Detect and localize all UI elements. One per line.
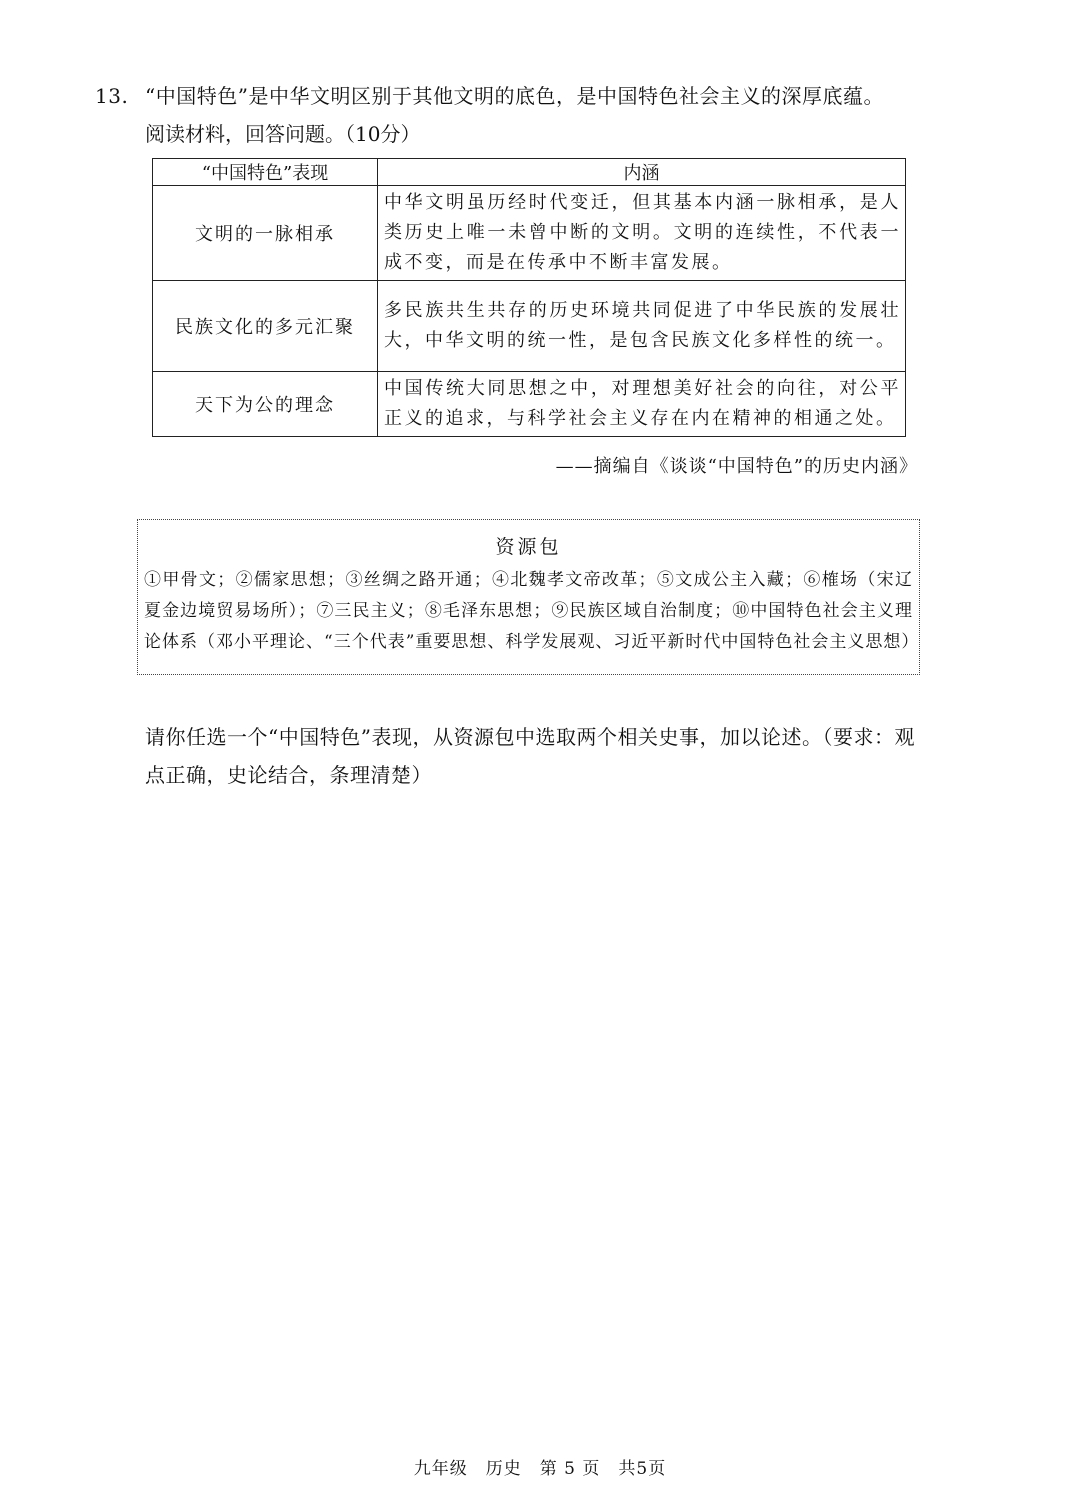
table-header-feature: “中国特色”表现 (153, 159, 378, 186)
question-line-1 (95, 80, 884, 109)
question-line-2: 阅读材料，回答问题。（10分） (145, 122, 421, 146)
page-footer: 九年级 历史 第 5 页 共5页 (413, 1459, 667, 1479)
table-row (153, 281, 906, 372)
row-label: 民族文化的多元汇聚 (153, 281, 378, 372)
question-number: 13. (95, 84, 129, 108)
resource-package-box (137, 519, 920, 675)
table-row (153, 186, 906, 281)
table-header-row (153, 159, 906, 186)
row-content: 中华文明虽历经时代变迁，但其基本内涵一脉相承，是人类历史上唯一未曾中断的文明。文明的连续性，不代表一成不变，而是在传承中不断丰富发展。 (378, 186, 906, 281)
question-stem: “中国特色”是中华文明区别于其他文明的底色，是中国特色社会主义的深厚底蕴。 (145, 84, 884, 108)
resource-package-title: 资源包 (495, 536, 562, 558)
table-row (153, 372, 906, 437)
row-label: 天下为公的理念 (153, 372, 378, 437)
row-content: 多民族共生共存的历史环境共同促进了中华民族的发展壮大，中华文明的统一性，是包含民族文化多样性的统一。 (378, 281, 906, 372)
resource-package-text: ①甲骨文；②儒家思想；③丝绸之路开通；④北魏孝文帝改革；⑤文成公主入藏；⑥榷场（宋辽夏金边境贸易场所）；⑦三民主义；⑧毛泽东思想；⑨民族区域自治制度；⑩中国特色社会主义理论体系（邓小平理论、“三个代表”重要思想、科学发展观、习近平新时代中国特色社会主义思想） (144, 570, 920, 652)
source-citation: ——摘编自《谈谈“中国特色”的历史内涵》 (555, 456, 918, 477)
row-content: 中国传统大同思想之中，对理想美好社会的向往，对公平正义的追求，与科学社会主义存在内在精神的相通之处。 (378, 372, 906, 437)
task-prompt: 请你任选一个“中国特色”表现，从资源包中选取两个相关史事，加以论述。（要求：观点正确，史论结合，条理清楚） (145, 725, 915, 787)
row-label: 文明的一脉相承 (153, 186, 378, 281)
table-header-meaning: 内涵 (378, 159, 906, 186)
material-table (152, 158, 906, 437)
